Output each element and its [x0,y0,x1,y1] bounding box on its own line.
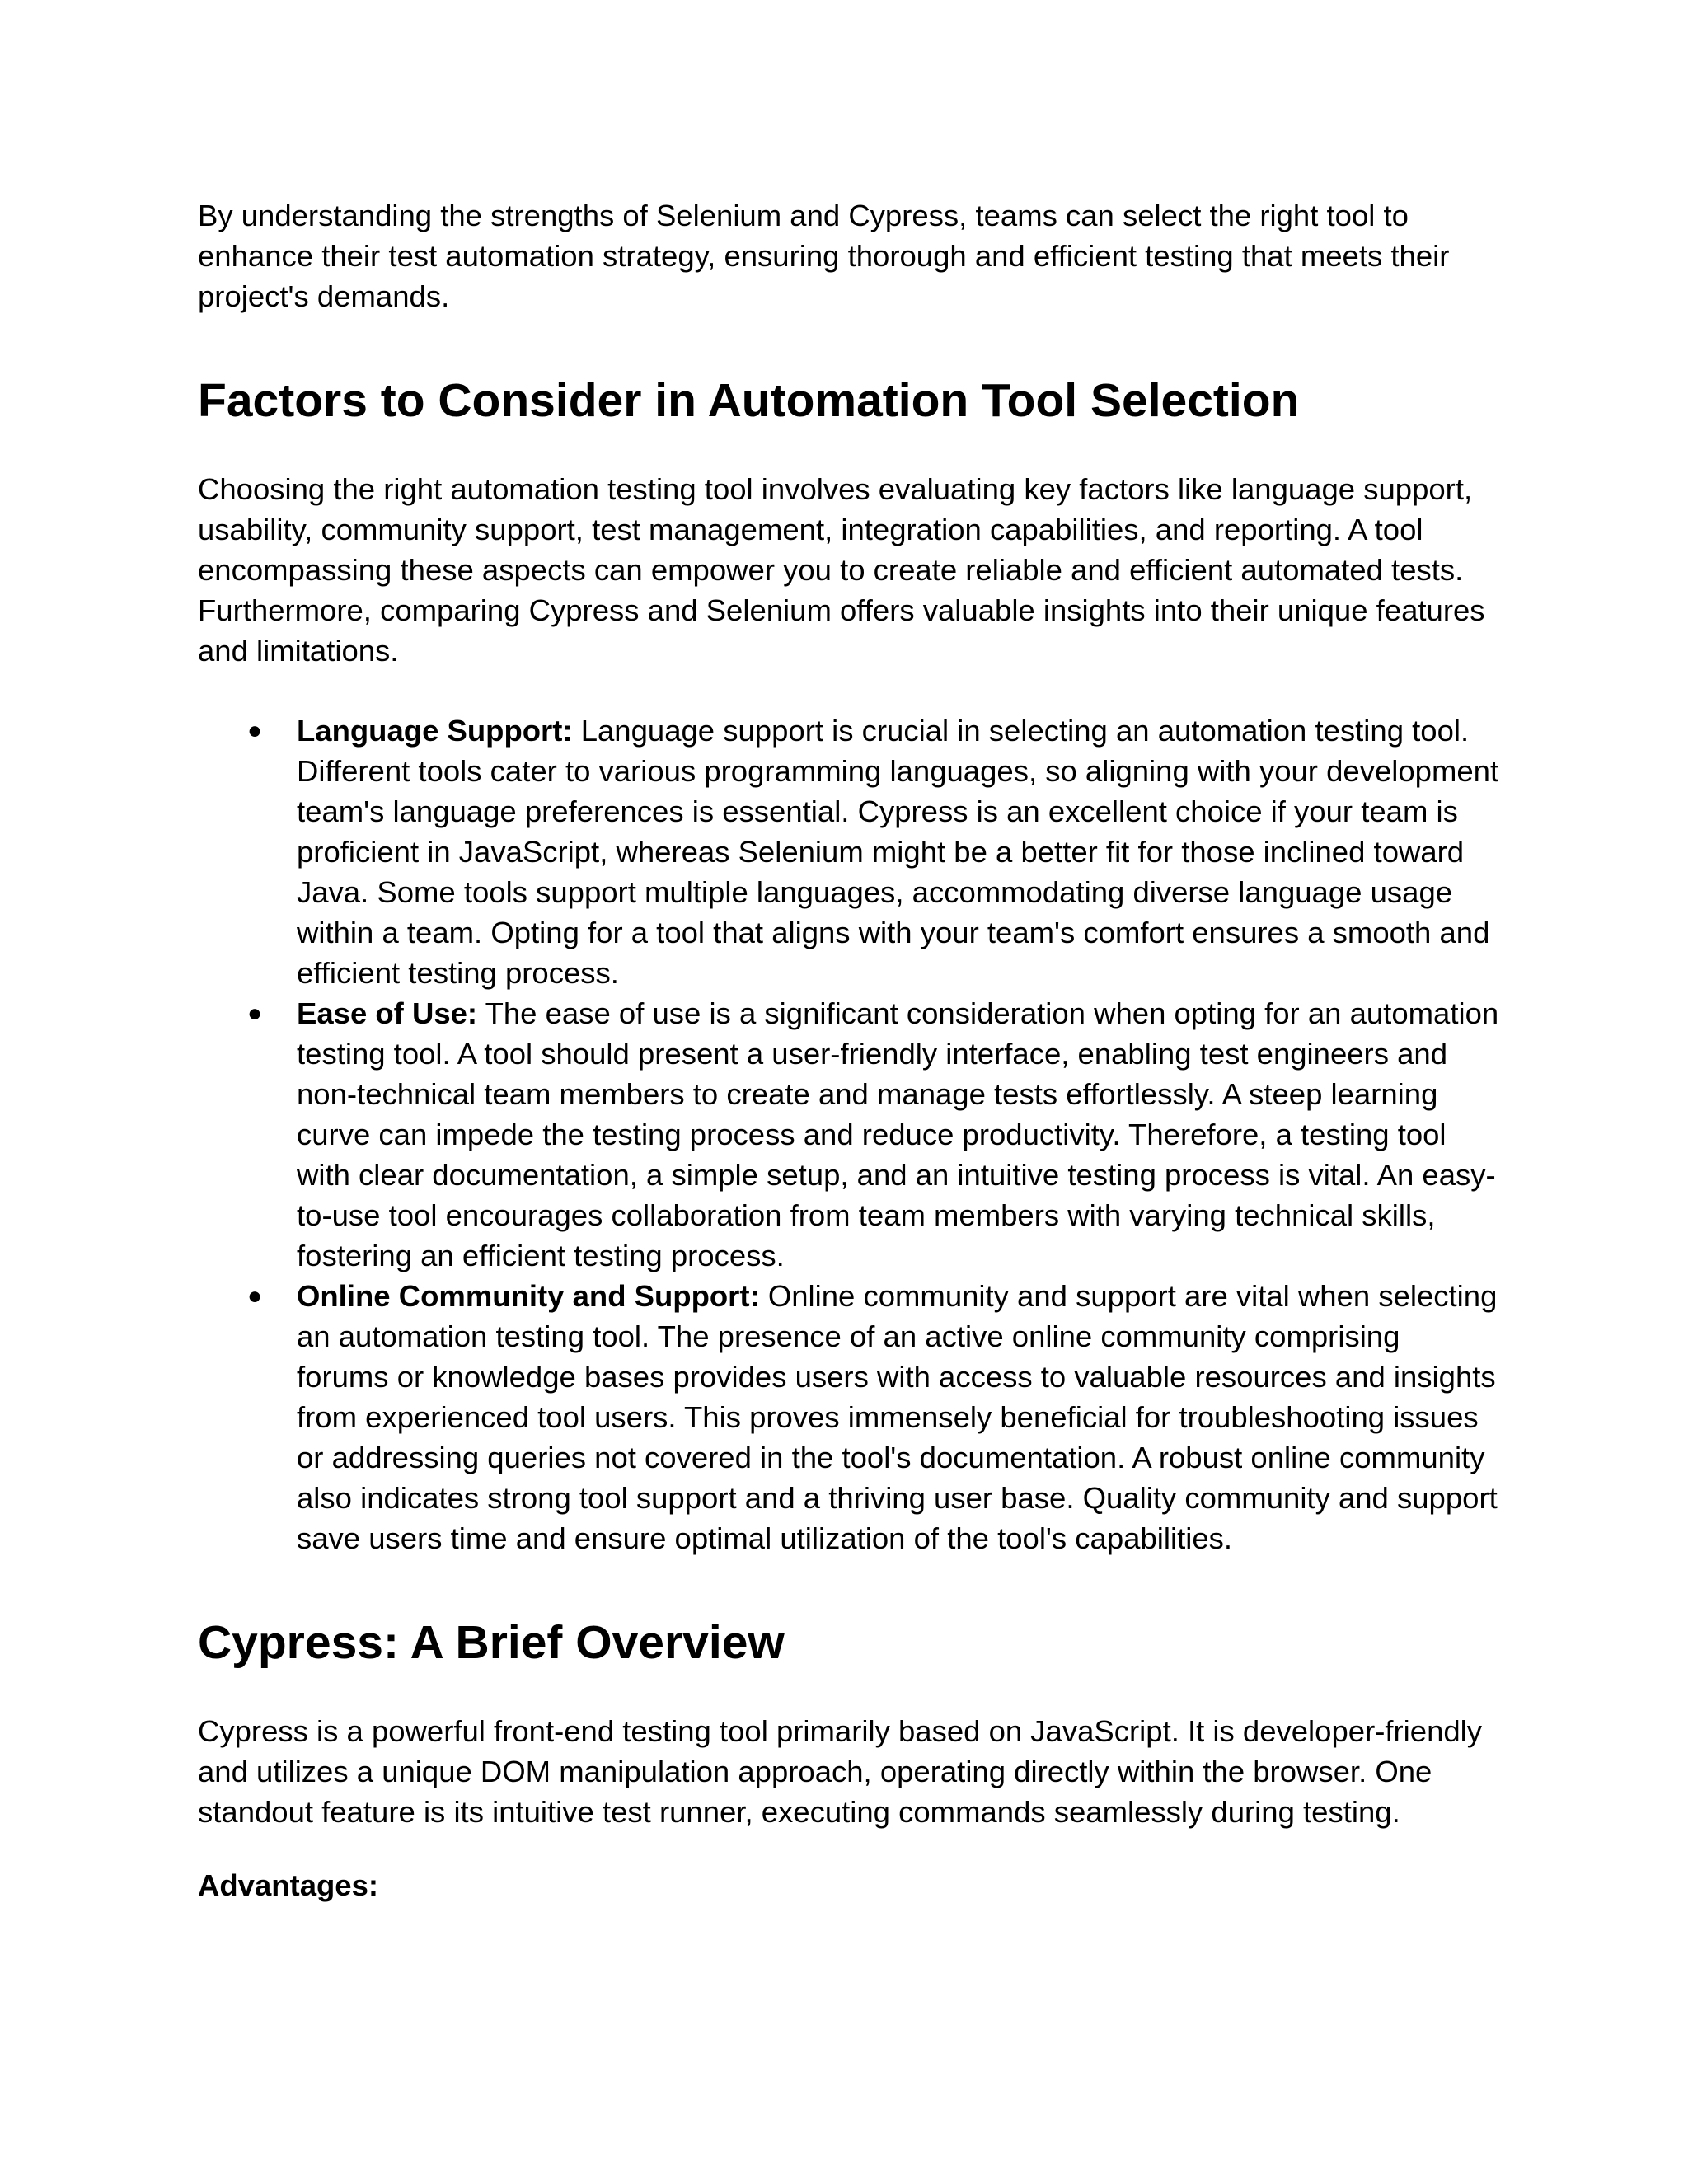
list-item-language-support [198,710,1500,993]
list-item-term: Ease of Use: [297,996,478,1030]
factors-list [198,710,1500,1558]
list-item-ease-of-use [198,993,1500,1276]
list-item-text: The ease of use is a significant consideration when opting for an automation testing tool. A tool should present a user-friendly interface, enabling test engineers and non-technical team members to create and manage tests effortlessly. A steep learning curve can impede the testing process and reduce productivity. Therefore, a testing tool with clear documentation, a simple setup, and an intuitive testing process is vital. An easy-to-use tool encourages collaboration from team members with varying technical skills, fostering an efficient testing process. [297,996,1499,1272]
list-item-term: Language Support: [297,714,573,748]
factors-paragraph: Choosing the right automation testing tool involves evaluating key factors like language support, usability, community support, test management, integration capabilities, and reporting. A tool encompassing these aspects can empower you to create reliable and efficient automated tests. Furthermore, comparing Cypress and Selenium offers valuable insights into their unique features and limitations. [198,472,1485,668]
advantages-subheading: Advantages: [198,1868,379,1902]
section-heading-factors: Factors to Consider in Automation Tool Selection [198,374,1300,427]
list-item-term: Online Community and Support: [297,1279,760,1313]
bullet-icon: ● [247,717,263,744]
list-item-text: Language support is crucial in selecting an automation testing tool. Different tools cater to various programming languages, so aligning with your development team's language preferences is essential. Cypress is an excellent choice if your team is proficient in JavaScript, whereas Selenium might be a better fit for those inclined toward Java. Some tools support multiple languages, accommodating diverse language usage within a team. Opting for a tool that aligns with your team's comfort ensures a smooth and efficient testing process. [297,714,1499,990]
list-item-online-community [198,1276,1500,1558]
section-heading-cypress: Cypress: A Brief Overview [198,1616,785,1669]
intro-paragraph: By understanding the strengths of Selenium and Cypress, teams can select the right tool to enhance their test automation strategy, ensuring thorough and efficient testing that meets their project's demands. [198,199,1450,313]
bullet-icon: ● [247,1282,263,1310]
cypress-paragraph: Cypress is a powerful front-end testing tool primarily based on JavaScript. It is developer-friendly and utilizes a unique DOM manipulation approach, operating directly within the browser. One standout feature is its intuitive test runner, executing commands seamlessly during testing. [198,1714,1483,1829]
list-item-text: Online community and support are vital when selecting an automation testing tool. The presence of an active online community comprising forums or knowledge bases provides users with access to valuable resources and insights from experienced tool users. This proves immensely beneficial for troubleshooting issues or addressing queries not covered in the tool's documentation. A robust online community also indicates strong tool support and a thriving user base. Quality community and support save users time and ensure optimal utilization of the tool's capabilities. [297,1279,1498,1555]
document-page [198,195,1500,1905]
bullet-icon: ● [247,1000,263,1027]
